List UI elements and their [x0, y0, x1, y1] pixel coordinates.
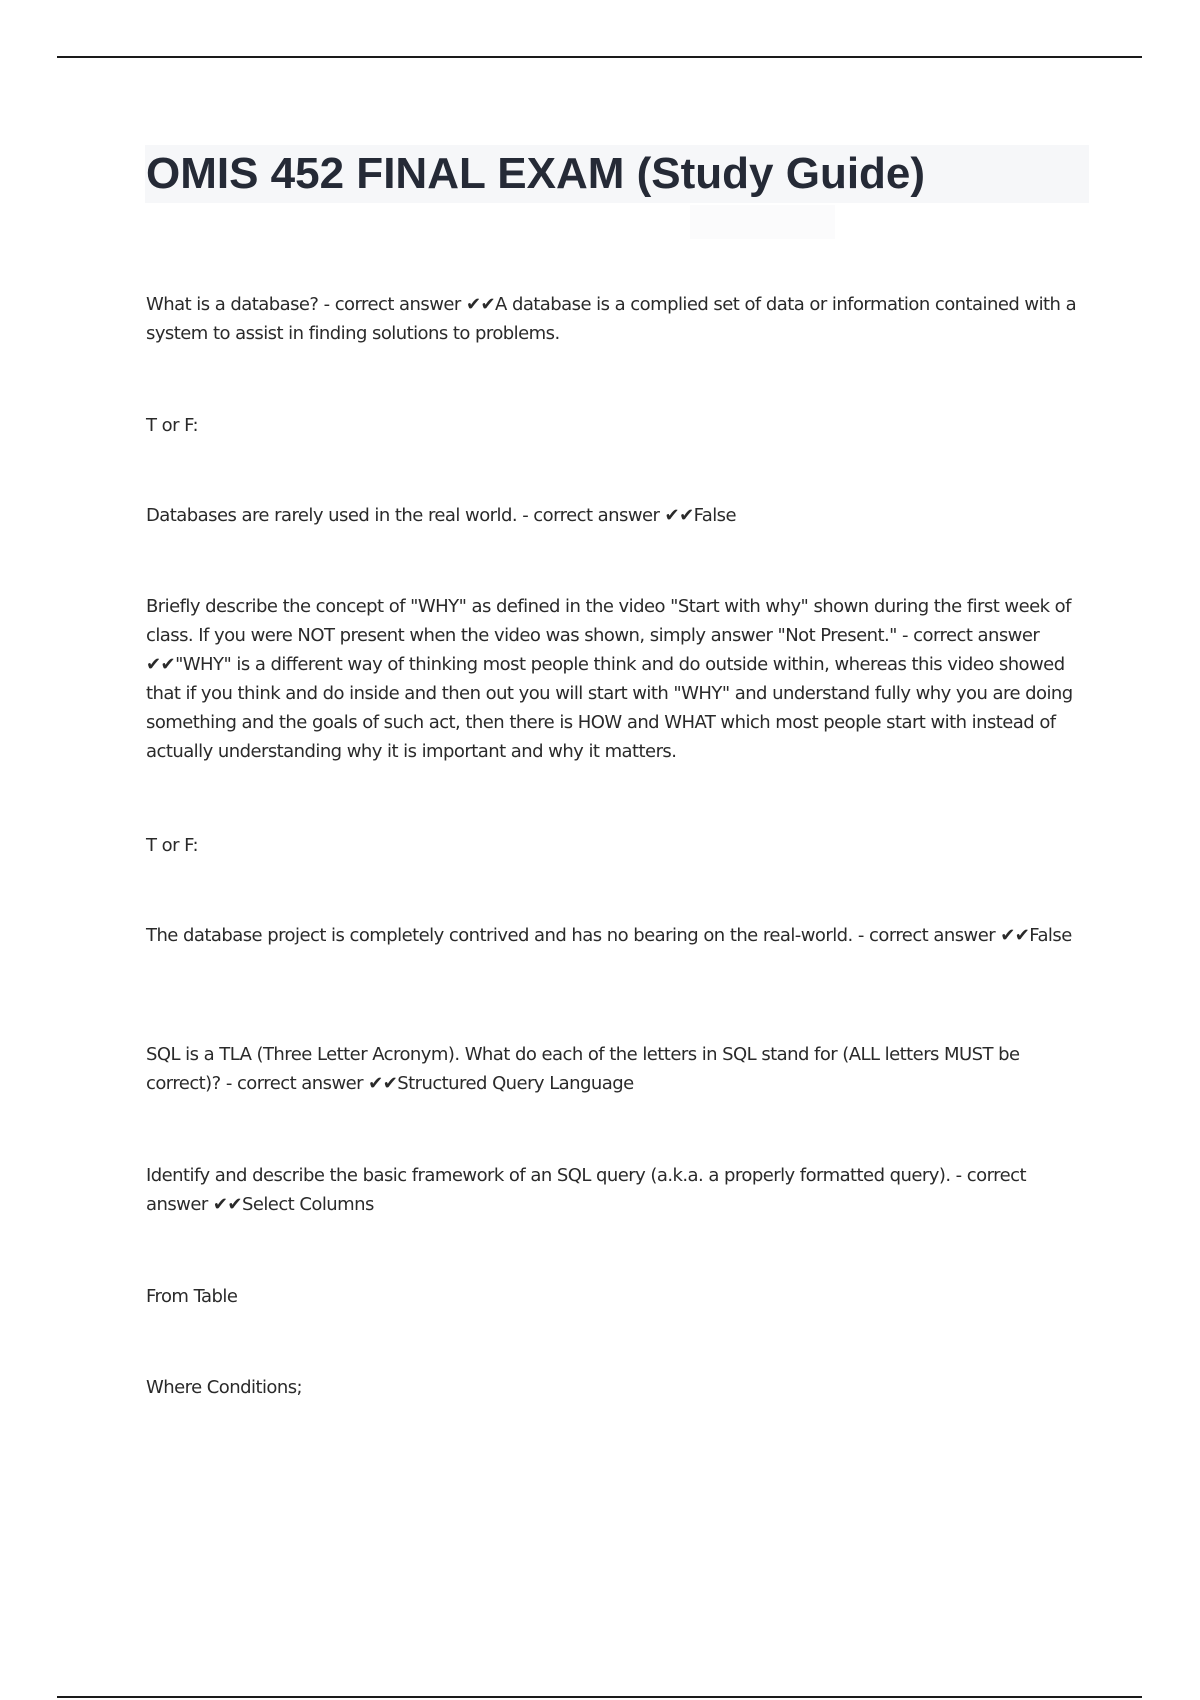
question-sql-acronym: SQL is a TLA (Three Letter Acronym). What do each of the letters in SQL stand for (ALL letters MUST be correct)? - correct answer ✔✔Structured Query Language: [146, 1044, 1020, 1094]
question-start-with-why: Briefly describe the concept of "WHY" as defined in the video "Start with why" shown during the first week of class. If you were NOT present when the video was shown, simply answer "Not Present." - correct answer ✔✔"WHY" is a different way of thinking most people think and do outside within, whereas this video showed that if you think and do inside and then out you will start with "WHY" and understand fully why you are doing something and the goals of such act, then there is HOW and WHAT which most people start with instead of actually understanding why it is important and why it matters.: [146, 596, 1073, 762]
question-databases-rarely-used: Databases are rarely used in the real world. - correct answer ✔✔False: [146, 505, 737, 526]
question-what-is-database: What is a database? - correct answer ✔✔A database is a complied set of data or information contained with a system to assist in finding solutions to problems.: [146, 294, 1077, 344]
true-false-label: T or F:: [146, 415, 199, 436]
true-false-label: T or F:: [146, 835, 199, 856]
question-sql-framework: Identify and describe the basic framework of an SQL query (a.k.a. a properly formatted query). - correct answer ✔✔Select Columns: [146, 1165, 1026, 1215]
question-database-project: The database project is completely contrived and has no bearing on the real-world. - correct answer ✔✔False: [146, 925, 1072, 946]
title-highlight-fragment: [690, 205, 835, 239]
top-rule: [57, 56, 1142, 58]
answer-line-from-table: From Table: [146, 1286, 238, 1307]
document-title: OMIS 452 FINAL EXAM (Study Guide): [146, 149, 926, 198]
bottom-rule: [57, 1696, 1142, 1698]
answer-line-where-conditions: Where Conditions;: [146, 1377, 303, 1398]
